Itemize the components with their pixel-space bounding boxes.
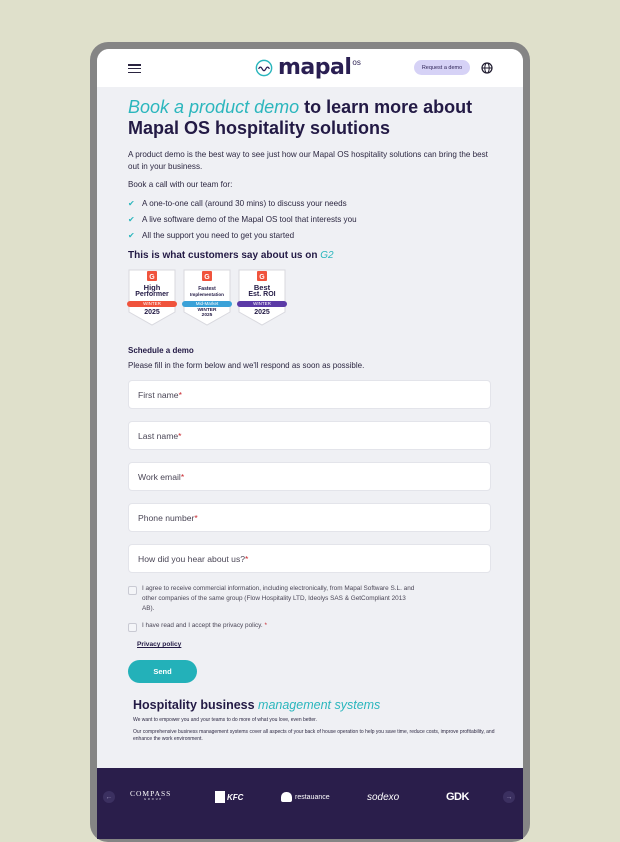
badge-year: 2025: [144, 309, 160, 316]
svg-text:G: G: [259, 274, 265, 281]
browser-viewport: [97, 49, 523, 839]
schedule-subtitle: Please fill in the form below and we'll respond as soon as possible.: [128, 361, 365, 370]
about-heading: [133, 698, 380, 712]
check-icon: ✔: [128, 214, 135, 224]
field-placeholder: How did you hear about us?: [138, 553, 246, 564]
consent-commercial-checkbox[interactable]: [128, 586, 137, 595]
badge-line2: Implementation: [190, 292, 224, 297]
field-placeholder: Last name: [138, 430, 179, 441]
logo-text: COMPASS: [130, 789, 172, 798]
kfc-logo: [215, 789, 243, 805]
gdk-logo: [446, 789, 469, 805]
consent-privacy-row: [128, 621, 267, 632]
logo-text: restauance: [295, 793, 330, 801]
phone-number-input[interactable]: [128, 503, 491, 532]
restauance-heart-icon: [281, 792, 292, 802]
badge-band: WINTER: [237, 301, 287, 307]
benefit-text: All the support you need to get you started: [142, 230, 295, 240]
benefit-item: [128, 227, 357, 243]
logo-subtext: GROUP: [144, 798, 164, 801]
check-icon: ✔: [128, 198, 135, 208]
badge-band: WINTER: [127, 301, 177, 307]
first-name-input[interactable]: [128, 380, 491, 409]
benefit-text: A live software demo of the Mapal OS tool that interests you: [142, 214, 357, 224]
client-logos-carousel: [97, 768, 523, 839]
logo-text: GDK: [446, 791, 469, 803]
required-mark: *: [264, 622, 267, 629]
badge-band: Mid-Market: [182, 301, 232, 307]
mapal-logo[interactable]: [255, 56, 361, 80]
privacy-policy-link[interactable]: Privacy policy: [137, 641, 182, 648]
last-name-input[interactable]: [128, 421, 491, 450]
badge-line2: Performer: [135, 291, 169, 298]
page-title: [128, 97, 498, 139]
top-navigation: [97, 49, 523, 87]
mapal-wave-icon: [255, 59, 273, 77]
compass-logo: [130, 789, 171, 805]
intro-text: A product demo is the best way to see just how our Mapal OS hospitality solutions can bring the best out in your business.: [128, 150, 488, 171]
about-heading-text: Hospitality business: [133, 698, 259, 712]
g2-badge-high-performer: [128, 269, 176, 326]
benefit-item: [128, 211, 357, 227]
field-placeholder: Phone number: [138, 512, 195, 523]
benefits-list: [128, 195, 357, 243]
consent-commercial-row: [128, 584, 418, 614]
reviews-heading: [128, 250, 334, 261]
reviews-heading-text: This is what customers say about us on: [128, 250, 321, 261]
about-line1: We want to empower you and your teams to do more of what you love, even better.: [133, 717, 317, 723]
restauance-logo: [281, 789, 330, 805]
logo-text: sodexo: [367, 791, 400, 803]
arrow-left-icon[interactable]: ←: [103, 791, 115, 803]
field-placeholder: First name: [138, 389, 179, 400]
svg-text:G: G: [149, 274, 155, 281]
about-line2: Our comprehensive business management systems cover all aspects of your back of house operation to help you save time, reduce costs, improve profitability, and enhance the work environment.: [133, 729, 495, 742]
arrow-right-icon[interactable]: →: [503, 791, 515, 803]
title-accent: Book a product demo: [128, 97, 300, 117]
consent-privacy-checkbox[interactable]: [128, 623, 137, 632]
badge-line1: High: [143, 283, 161, 292]
g2-accent: G2: [320, 250, 334, 261]
badge-season: WINTER: [197, 308, 217, 313]
logo-text: KFC: [227, 792, 244, 802]
work-email-input[interactable]: [128, 462, 491, 491]
logo-wordmark: mapal: [278, 55, 352, 80]
kfc-colonel-icon: [215, 791, 225, 803]
required-mark: *: [194, 512, 198, 523]
badge-year: 2025: [201, 313, 213, 318]
logo-os-suffix: os: [352, 58, 361, 67]
benefit-item: [128, 195, 357, 211]
badge-line1: Best: [253, 283, 271, 292]
globe-icon[interactable]: [481, 62, 493, 74]
required-mark: *: [245, 553, 249, 564]
referral-source-input[interactable]: [128, 544, 491, 573]
send-button[interactable]: Send: [128, 660, 197, 683]
request-demo-button[interactable]: Request a demo: [414, 60, 470, 75]
g2-badges: [128, 269, 293, 326]
consent-privacy-label: [142, 621, 267, 632]
sodexo-logo: [367, 789, 399, 805]
g2-badge-best-roi: [238, 269, 286, 326]
badge-line1: Fastest: [198, 286, 216, 292]
required-mark: *: [178, 430, 182, 441]
required-mark: *: [180, 471, 185, 482]
badge-year: 2025: [254, 309, 270, 316]
book-call-text: Book a call with our team for:: [128, 180, 233, 189]
about-heading-accent: management systems: [258, 698, 381, 712]
g2-badge-fastest-implementation: [183, 269, 231, 326]
badge-line2: Est. ROI: [248, 291, 276, 298]
schedule-heading: Schedule a demo: [128, 346, 194, 355]
hamburger-icon[interactable]: [128, 64, 141, 73]
title-rest: to learn more about Mapal OS hospitality solutions: [128, 97, 473, 138]
consent-privacy-text: I have read and I accept the privacy policy.: [142, 622, 265, 629]
check-icon: ✔: [128, 230, 135, 240]
required-mark: *: [178, 389, 182, 400]
consent-commercial-label: I agree to receive commercial information, including electronically, from Mapal Software S.L. and other companies of the same group (Flow Hospitality LTD, Ideolys SAS & GetCompliant 2013 AB).: [142, 585, 415, 612]
benefit-text: A one-to-one call (around 30 mins) to discuss your needs: [142, 198, 347, 208]
svg-text:G: G: [204, 274, 210, 281]
field-placeholder: Work email: [138, 471, 181, 482]
